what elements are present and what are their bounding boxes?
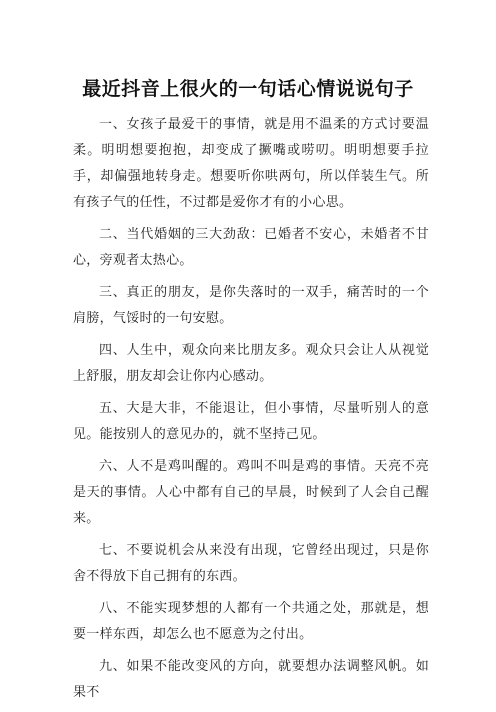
paragraph-5: 五、大是大非，不能退让，但小事情，尽量听别人的意见。能按别人的意见办的，就不坚持己见。 [73,401,429,442]
paragraph-2: 二、当代婚姻的三大劲敌：已婚者不安心，未婚者不甘心，旁观者太热心。 [73,227,429,268]
paragraph-9: 九、如果不能改变风的方向，就要想办法调整风帆。如果不 [73,659,429,700]
paragraph-7: 七、不要说机会从来没有出现，它曾经出现过，只是你舍不得放下自己拥有的东西。 [73,543,429,584]
paragraph-1: 一、女孩子最爱干的事情，就是用不温柔的方式讨要温柔。明明想要抱抱，却变成了撅嘴或唠叨。明明想要手拉手，却偏强地转身走。想要听你哄两句，所以佯装生气。所有孩子气的任性，不过都是爱你才有的小心思。 [73,117,429,210]
paragraph-6: 六、人不是鸡叫醒的。鸡叫不叫是鸡的事情。天亮不亮是天的事情。人心中都有自己的早晨，时候到了人会自己醒来。 [73,459,429,526]
page-title: 最近抖音上很火的一句话心情说说句子 [82,78,414,100]
document-body [73,112,429,712]
paragraph-4: 四、人生中，观众向来比朋友多。观众只会让人从视觉上舒服，朋友却会让你内心感动。 [73,343,429,384]
paragraph-8: 八、不能实现梦想的人都有一个共通之处，那就是，想要一样东西，却怎么也不愿意为之付出。 [73,601,429,642]
paragraph-3: 三、真正的朋友，是你失落时的一双手，痛苦时的一个肩膀，气馁时的一句安慰。 [73,285,429,326]
